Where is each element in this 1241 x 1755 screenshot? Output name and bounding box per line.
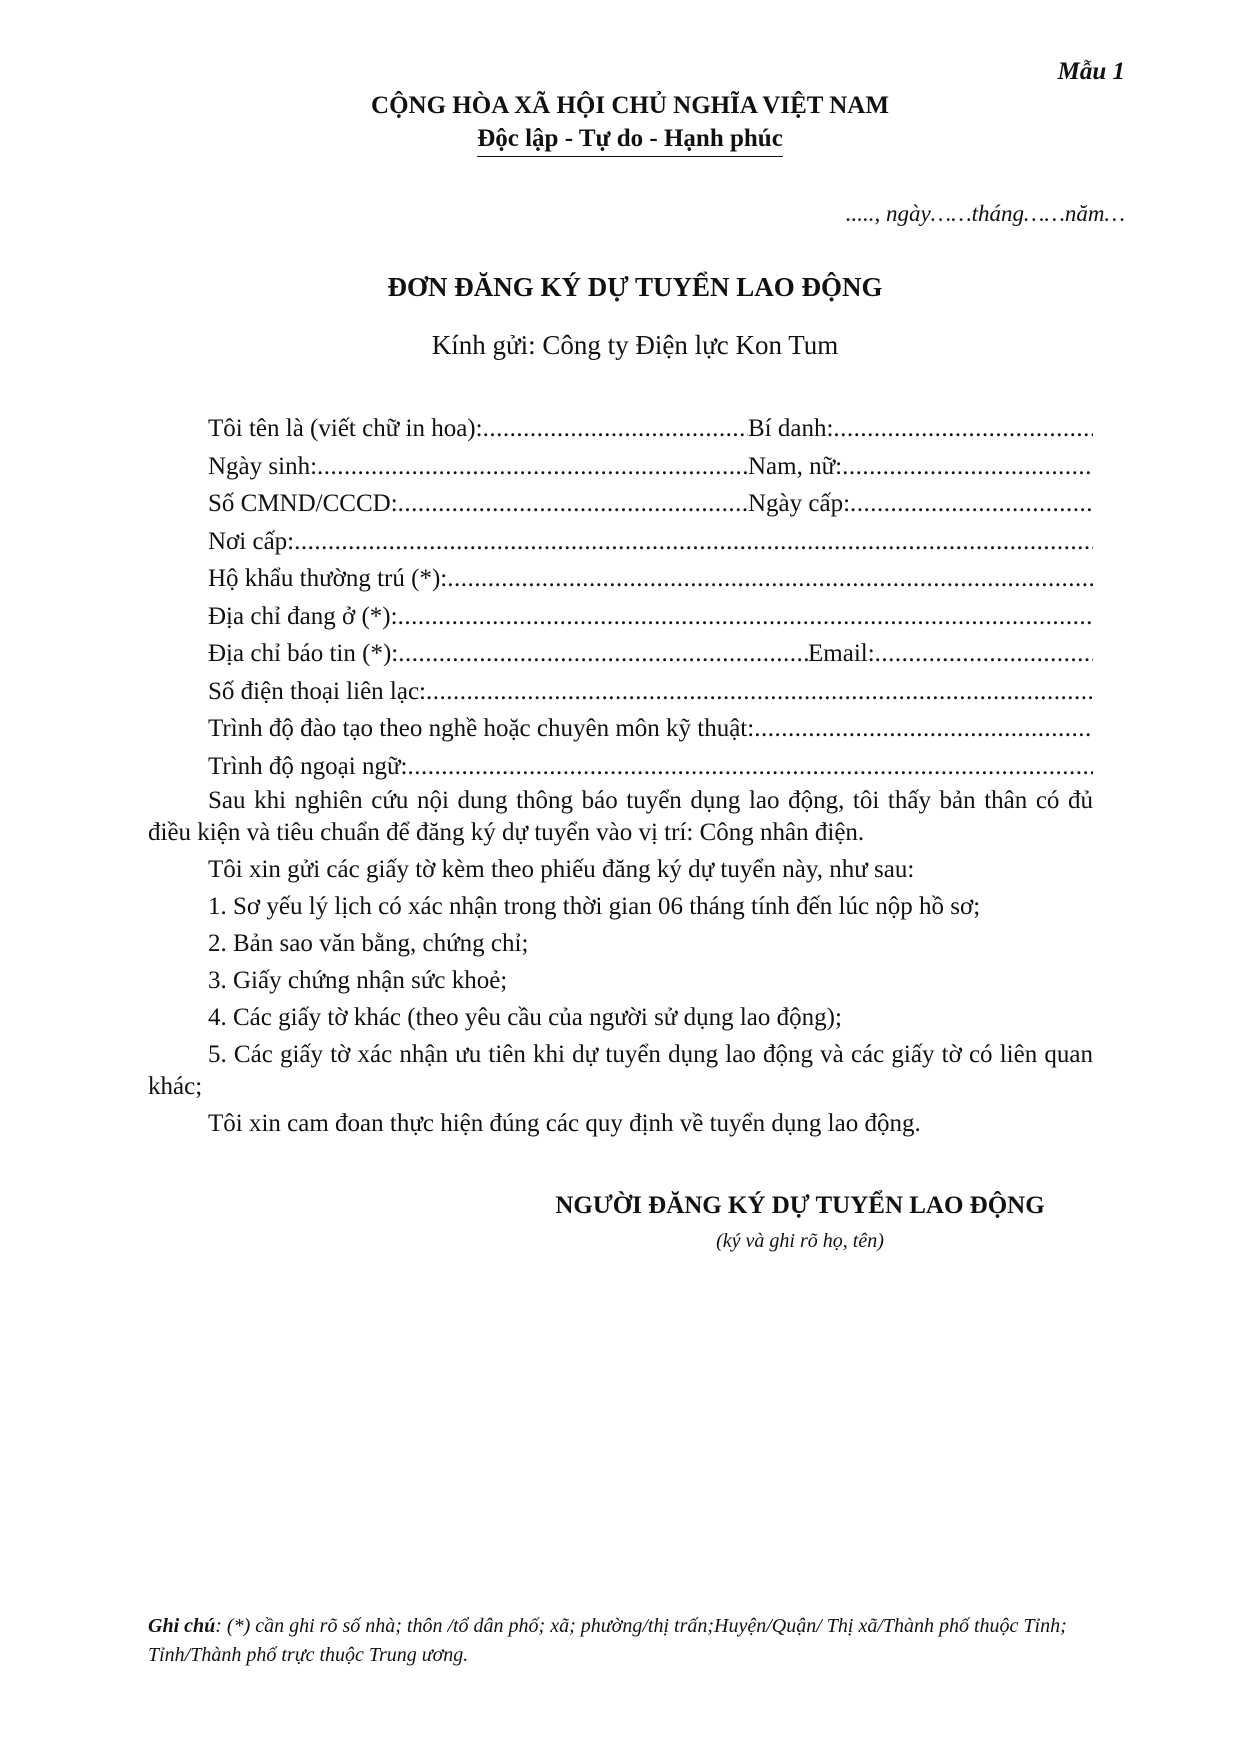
phone-label: Số điện thoại liên lạc: [208,677,427,705]
statement-paragraph: Sau khi nghiên cứu nội dung thông báo tuyển dụng lao động, tôi thấy bản thân có đủ điều kiện và tiêu chuẩn để đăng ký dự tuyển vào vị trí: Công nhân điện. [148,787,1093,846]
issue-place-blank [294,523,1093,561]
field-row-issue-place [208,523,1093,561]
alias-label: Bí danh: [748,415,834,442]
language-level-blank [407,748,1093,786]
current-address-label: Địa chỉ đang ở (*): [208,602,398,630]
footnote [148,1612,1108,1670]
national-heading: CỘNG HÒA XÃ HỘI CHỦ NGHĨA VIỆT NAM [371,92,889,119]
training-level-label: Trình độ đào tạo theo nghề hoặc chuyên môn kỹ thuật: [208,715,755,742]
attachment-item-1: 1. Sơ yếu lý lịch có xác nhận trong thời gian 06 tháng tính đến lúc nộp hồ sơ; [208,893,981,920]
issue-date-blank [850,485,1093,523]
field-row-dob [208,448,1093,486]
dob-field[interactable] [208,448,748,486]
language-level-label: Trình độ ngoại ngữ: [208,752,408,780]
field-row-language [208,748,1093,786]
application-body [148,785,1093,1145]
email-blank [875,635,1093,673]
id-number-field[interactable] [208,485,748,523]
gender-field[interactable] [748,448,1093,486]
issue-place-field[interactable] [208,523,1093,561]
field-row-name [208,410,1093,448]
field-row-permanent-residence [208,560,1093,598]
training-level-field[interactable] [208,710,1093,748]
field-row-phone [208,673,1093,711]
dob-label: Ngày sinh: [208,452,318,480]
national-motto: Độc lập - Tự do - Hạnh phúc [477,124,783,157]
full-name-label: Tôi tên là (viết chữ in hoa): [208,415,483,442]
field-row-notify-address [208,635,1093,673]
current-address-field[interactable] [208,598,1093,636]
notify-address-field[interactable] [208,635,808,673]
footnote-label: Ghi chú [148,1615,216,1637]
email-label: Email: [808,640,875,667]
gender-blank [842,448,1093,486]
id-number-blank [398,485,748,523]
permanent-residence-label: Hộ khẩu thường trú (*): [208,565,448,592]
phone-blank [426,673,1093,711]
current-address-blank [398,598,1093,636]
full-name-field[interactable] [208,410,748,448]
alias-field[interactable] [748,410,1093,448]
applicant-fields [208,410,1093,785]
motto-wrapper [0,124,1241,157]
attachment-item-4: 4. Các giấy tờ khác (theo yêu cầu của người sử dụng lao động); [208,1004,842,1031]
attachments-intro: Tôi xin gửi các giấy tờ kèm theo phiếu đăng ký dự tuyển này, như sau: [208,856,915,883]
language-level-field[interactable] [208,748,1093,786]
field-row-current-address [208,598,1093,636]
form-code: Mẫu 1 [1057,58,1125,85]
field-row-training [208,710,1093,748]
permanent-residence-field[interactable] [208,560,1093,598]
issue-place-label: Nơi cấp: [208,527,295,555]
email-field[interactable] [808,635,1093,673]
notify-address-blank [398,635,808,673]
gender-label: Nam, nữ: [748,452,843,480]
attachment-item-5: 5. Các giấy tờ xác nhận ưu tiên khi dự tuyển dụng lao động và các giấy tờ có liên quan khác; [148,1041,1093,1100]
signature-title: NGƯỜI ĐĂNG KÝ DỰ TUYỂN LAO ĐỘNG [555,1192,1045,1219]
form-title: ĐƠN ĐĂNG KÝ DỰ TUYỂN LAO ĐỘNG [387,272,883,302]
attachment-item-3: 3. Giấy chứng nhận sức khoẻ; [208,967,508,994]
notify-address-label: Địa chỉ báo tin (*): [208,640,399,667]
date-line: ....., ngày……tháng……năm… [845,201,1125,226]
alias-blank [833,410,1093,448]
id-number-label: Số CMND/CCCD: [208,490,398,517]
field-row-id [208,485,1093,523]
full-name-blank [483,410,748,448]
phone-field[interactable] [208,673,1093,711]
permanent-residence-blank [447,560,1093,598]
issue-date-label: Ngày cấp: [748,490,851,517]
issue-date-field[interactable] [748,485,1093,523]
recipient-line: Kính gửi: Công ty Điện lực Kon Tum [431,330,839,360]
attachment-item-2: 2. Bản sao văn bằng, chứng chỉ; [208,930,529,957]
footnote-text: : (*) cần ghi rõ số nhà; thôn /tổ dân phố; xã; phường/thị trấn;Huyện/Quận/ Thị xã/Thành phố thuộc Tỉnh; Tỉnh/Thành phố trực thuộc Trung ương. [148,1615,1067,1666]
dob-blank [317,448,748,486]
signature-hint: (ký và ghi rõ họ, tên) [716,1230,884,1252]
pledge-paragraph: Tôi xin cam đoan thực hiện đúng các quy định về tuyển dụng lao động. [208,1110,921,1137]
training-level-blank [754,710,1093,748]
